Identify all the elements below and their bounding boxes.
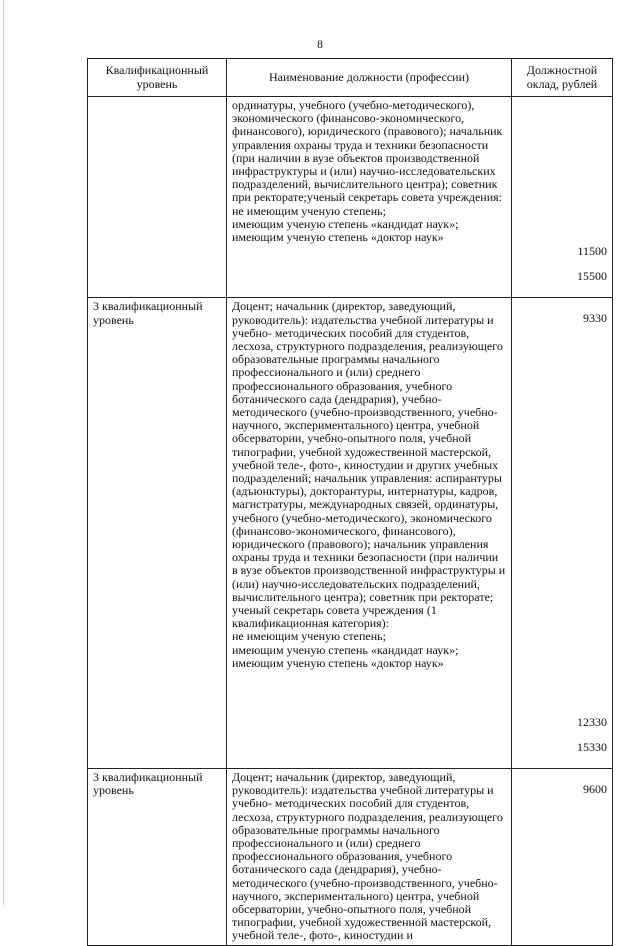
sub-line: имеющим ученую степень «доктор наук»: [232, 655, 444, 670]
row-salary: [512, 298, 613, 769]
salary-value: 9330: [583, 311, 607, 326]
row-salary: [512, 97, 613, 298]
sub-line: имеющим ученую степень «кандидат наук»;: [232, 642, 459, 657]
sub-line: не имеющим ученую степень;: [232, 629, 386, 644]
position-text: Доцент; начальник (директор, заведующий, руководитель): издательства учебной литературы и учебно- методических пособий для студентов, лесхоза, структурного подразделения, реализующего образовательные программы начального профессионального и (или) среднего профессионального образования, учебного ботанического сада (дендрария), учебно-методического (учебно-производственного, учебно-научного, экспериментального) центра, учебной обсерватории, учебно-опытного поля, учебной типографии, учебной художественной мастерской, учебной теле-, фото-, киностудии и: [232, 770, 503, 943]
row-level: 3 квалификационный уровень: [88, 298, 227, 769]
row-level: [88, 97, 227, 298]
sub-line: не имеющим ученую степень;: [232, 203, 386, 218]
row-position: [227, 298, 512, 769]
table-row: [88, 97, 613, 298]
scan-edge-line: [3, 0, 4, 905]
sub-line: имеющим ученую степень «доктор наук»: [232, 230, 444, 245]
salary-value: 9600: [583, 782, 607, 797]
row-level: 3 квалификационный уровень: [88, 769, 227, 946]
salary-value: 11500: [577, 244, 607, 258]
salary-value: 15330: [577, 739, 607, 754]
position-text: Доцент; начальник (директор, заведующий, руководитель): издательства учебной литературы и учебно- методических пособий для студентов, лесхоза, структурного подразделения, реализующего образовательные программы начального профессионального и (или) среднего профессионального образования, учебного ботанического сада (дендрария), учебно-методического (учебно-производственного, учебно-научного, экспериментального) центра, учебной обсерватории, учебно-опытного поля, учебной типографии, учебной художественной мастерской, учебной теле-, фото-, киностудии и других учебных подразделений; начальник управления: аспирантуры (адъюнктуры), докторантуры, интернатуры, кадров, магистратуры, международных связей, ординатуры, учебного (учебно-методического), экономического (финансово-экономического, финансового), юридического (правового); начальник управления охраны труда и техники безопасности (при наличии в вузе объектов производственной инфраструктуры и (или) научно-исследовательских подразделений, вычислительного центра); советник при ректорате; ученый секретарь совета учреждения (1 квалификационная категория):: [232, 299, 506, 631]
header-level: Квалификационный уровень: [88, 59, 227, 97]
salary-value: 12330: [577, 714, 607, 729]
salary-value: 15500: [577, 269, 607, 284]
table-row: [88, 769, 613, 946]
table-row: [88, 298, 613, 769]
salary-table: [87, 58, 613, 946]
row-position: [227, 769, 512, 946]
table-header-row: [88, 59, 613, 97]
position-text: ординатуры, учебного (учебно-методического), экономического (финансово-экономического, финансового), юридического (правового); начальник управления охраны труда и техники безопасности (при наличии в вузе объектов производственной инфраструктуры и (или) научно-исследовательских подразделений, вычислительного центра); советник при ректорате;ученый секретарь совета учреждения:: [232, 98, 503, 205]
header-position: Наименование должности (профессии): [227, 59, 512, 97]
row-salary: [512, 769, 613, 946]
page-number: 8: [317, 37, 323, 51]
row-position: [227, 97, 512, 298]
header-salary: Должностной оклад, рублей: [512, 59, 613, 97]
sub-line: имеющим ученую степень «кандидат наук»;: [232, 216, 459, 231]
